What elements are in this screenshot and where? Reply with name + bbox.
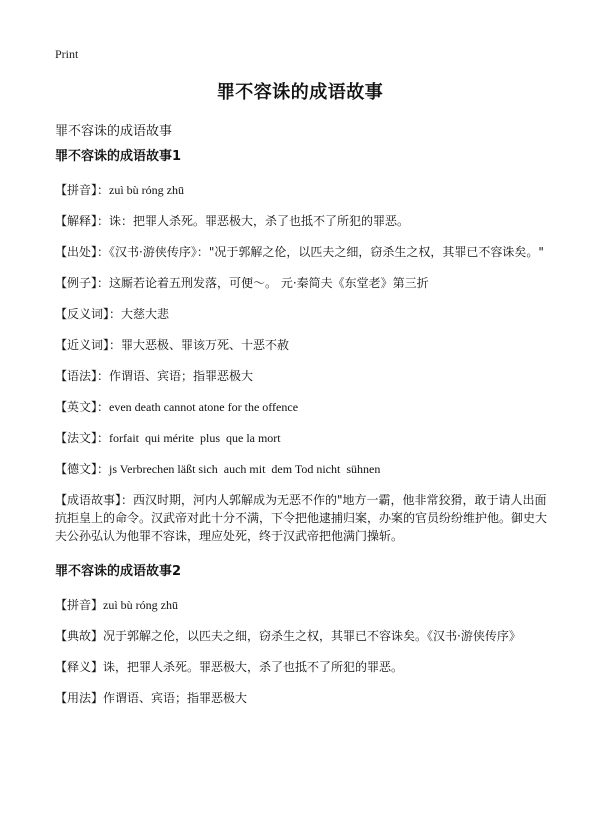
entry-value: 诛，把罪人杀死。罪恶极大，杀了也抵不了所犯的罪恶。 [103, 660, 404, 674]
entry-german [55, 460, 555, 478]
entry-label: 【典故】 [55, 629, 104, 643]
entry-value: 大慈大悲 [121, 307, 170, 321]
entry-example [55, 274, 555, 292]
entry-label: 【用法】 [55, 691, 104, 705]
entry-grammar [55, 367, 555, 385]
entry-source [55, 243, 555, 261]
entry-allusion [55, 627, 555, 645]
print-label[interactable]: Print [55, 47, 79, 61]
entry-value: 诛：把罪人杀死。罪恶极大，杀了也抵不了所犯的罪恶。 [109, 214, 410, 228]
entry-value: js Verbrechen läßt sich auch mit dem Tod nicht sühnen [109, 462, 381, 476]
entry-synonym [55, 336, 555, 354]
article-body [55, 148, 555, 720]
page-title: 罪不容诛的成语故事 [216, 82, 384, 103]
entry-value: 这厮若论着五刑发落，可便～。 元·秦简夫《东堂老》第三折 [109, 276, 429, 290]
entry-value: 西汉时期，河内人郭解成为无恶不作的"地方一霸，他非常狡猾，敢于请人出面抗拒皇上的命令。汉武帝对此十分不满，下令把他逮捕归案，办案的官员纷纷维护他。御史大夫公孙弘认为他罪不容诛，理应处死，终于汉武帝把他满门操斩。 [55, 493, 548, 543]
entry-value: forfait qui mérite plus que la mort [109, 431, 281, 445]
entry-meaning [55, 658, 555, 676]
entry-label: 【例子】： [55, 276, 110, 290]
entry-label: 【成语故事】： [55, 493, 134, 507]
entry-label: 【反义词】： [55, 307, 122, 321]
entry-antonym [55, 305, 555, 323]
entry-usage [55, 689, 555, 707]
section-heading-1: 罪不容诛的成语故事1 [55, 149, 182, 164]
entry-explanation [55, 212, 555, 230]
entry-english [55, 398, 555, 416]
entry-value: 作谓语、宾语；指罪恶极大 [109, 369, 254, 383]
entry-pinyin-2 [55, 596, 555, 614]
entry-value: zuì bù róng zhū [103, 598, 178, 612]
entry-french [55, 429, 555, 447]
entry-pinyin [55, 181, 555, 199]
entry-value: 《汉书·游侠传序》："况于郭解之伦，以匹夫之细，窃杀生之权，其罪已不容诛矣。" [109, 245, 544, 259]
entry-value: 作谓语、宾语；指罪恶极大 [103, 691, 248, 705]
entry-label: 【解释】： [55, 214, 110, 228]
entry-value: 罪大恶极、罪该万死、十恶不赦 [121, 338, 290, 352]
entry-label: 【拼音】： [55, 183, 110, 197]
entry-value: even death cannot atone for the offence [109, 400, 299, 414]
entry-label: 【法文】： [55, 431, 110, 445]
section-heading-2: 罪不容诛的成语故事2 [55, 564, 182, 579]
entry-label: 【语法】： [55, 369, 110, 383]
entry-label: 【释义】 [55, 660, 104, 674]
page-subtitle: 罪不容诛的成语故事 [55, 124, 173, 139]
entry-label: 【英文】： [55, 400, 110, 414]
entry-story [55, 491, 555, 545]
entry-label: 【近义词】： [55, 338, 122, 352]
entry-value: zuì bù róng zhū [109, 183, 184, 197]
entry-value: 况于郭解之伦，以匹夫之细，窃杀生之权，其罪已不容诛矣。《汉书·游侠传序》 [103, 629, 521, 643]
entry-label: 【德文】： [55, 462, 110, 476]
entry-label: 【拼音】 [55, 598, 104, 612]
entry-label: 【出处】： [55, 245, 110, 259]
